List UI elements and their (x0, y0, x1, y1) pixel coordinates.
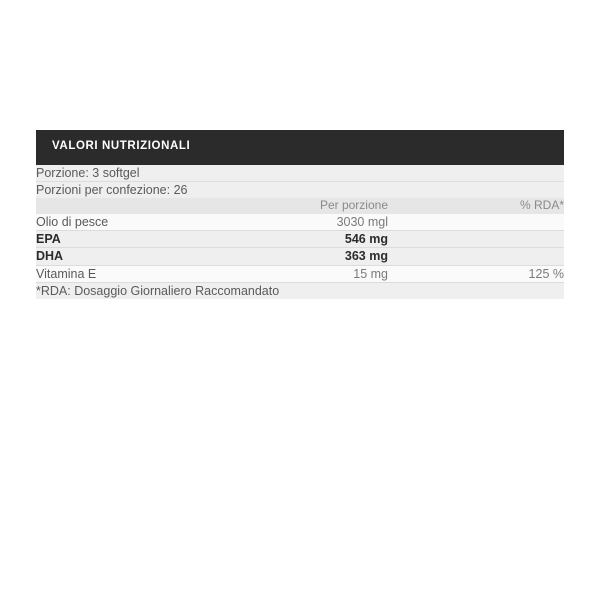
nutrient-rda (388, 214, 564, 230)
nutrient-name: EPA (36, 232, 61, 247)
table-row (36, 214, 564, 230)
column-header-per-serving: Per porzione (319, 198, 388, 213)
nutrient-name: Olio di pesce (36, 214, 109, 229)
serving-size-row (36, 165, 564, 181)
nutrient-name: Vitamina E (36, 266, 97, 281)
column-header-nutrient (36, 198, 212, 214)
servings-per-container-label: Porzioni per confezione: 26 (36, 183, 188, 198)
serving-size-label: Porzione: 3 softgel (36, 165, 140, 180)
nutrient-rda (388, 248, 564, 264)
servings-per-container-row (36, 182, 564, 198)
nutrient-amount: 546 mg (344, 232, 388, 247)
nutrient-rda (388, 231, 564, 247)
footnote-row (36, 283, 564, 299)
nutrient-name: DHA (36, 249, 64, 264)
nutrient-amount: 15 mg (353, 266, 388, 281)
rda-footnote: *RDA: Dosaggio Giornaliero Raccomandato (36, 283, 280, 298)
panel-title: VALORI NUTRIZIONALI (52, 140, 191, 152)
table-row (36, 266, 564, 282)
nutrient-amount: 3030 mgl (336, 214, 388, 229)
table-row (36, 231, 564, 247)
nutrient-rda: 125 % (528, 266, 564, 281)
table-row (36, 248, 564, 264)
column-headers-row (36, 198, 564, 214)
nutrient-amount: 363 mg (344, 249, 388, 264)
column-header-rda: % RDA* (519, 198, 564, 213)
nutrition-facts-table (36, 130, 564, 299)
table-header-row (36, 130, 564, 165)
